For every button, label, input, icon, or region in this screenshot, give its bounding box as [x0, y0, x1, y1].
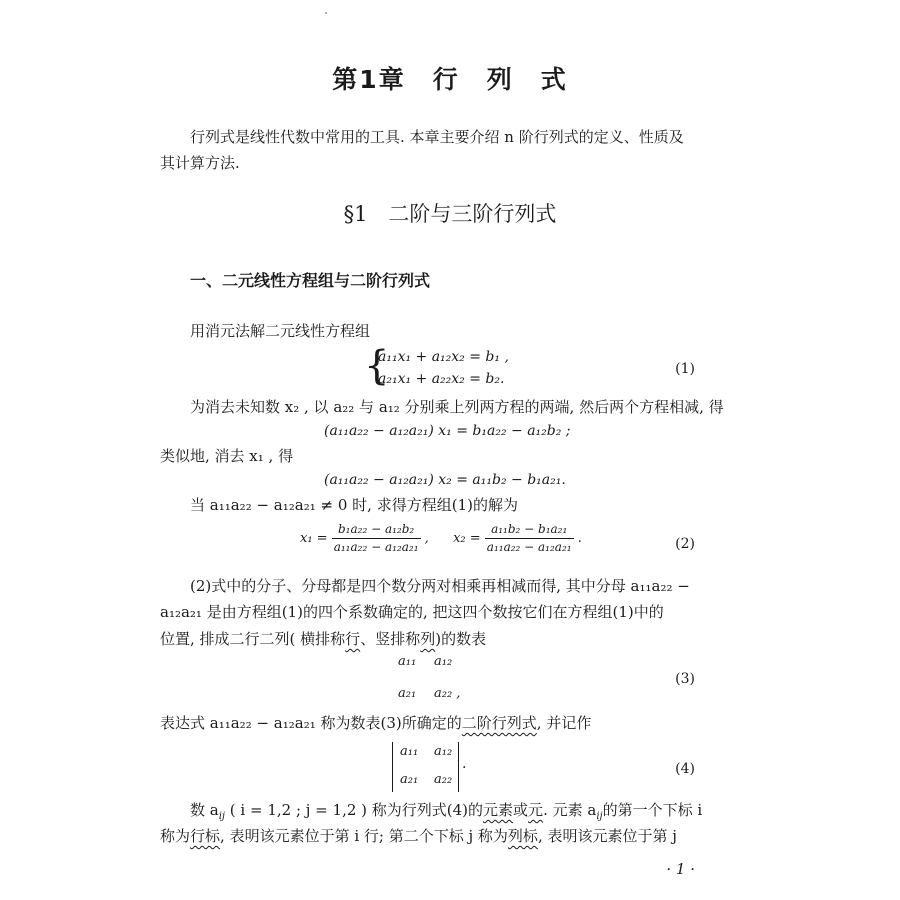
det-a22: a₂₂ [434, 772, 453, 787]
x2-numerator: a₁₁b₂ − b₁a₂₁ [485, 522, 574, 539]
cell-a21: a₂₁ [398, 686, 417, 701]
det-a21: a₂₁ [400, 772, 419, 787]
equation-number-1: (1) [675, 361, 695, 377]
term-row: 行 [345, 630, 361, 648]
term-column-index: 列标 [507, 827, 538, 845]
scan-speck [325, 12, 327, 14]
equation-2 [300, 522, 582, 555]
paragraph-fraction-line-1: (2)式中的分子、分母都是四个数分两对相乘再相减而得, 其中分母 a₁₁a₂₂ − [190, 577, 690, 595]
section-title: §1 二阶与三阶行列式 [343, 202, 557, 226]
paragraph-solution-condition: 当 a₁₁a₂₂ − a₁₂a₂₁ ≠ 0 时, 求得方程组(1)的解为 [190, 496, 518, 514]
paragraph-fraction-line-3 [160, 628, 486, 650]
det-period: . [462, 756, 467, 772]
equation-number-3: (3) [675, 671, 695, 687]
term-entry: 元 [528, 801, 544, 819]
det-a11: a₁₁ [400, 744, 419, 759]
line3-middle: 、竖排称 [360, 630, 421, 648]
line3-prefix: 位置, 排成二行二列( 横排称 [160, 630, 346, 648]
paragraph-eliminate-x1: 类似地, 消去 x₁ , 得 [160, 447, 294, 465]
equation-number-4: (4) [675, 761, 695, 777]
l1-end: 的第一个下标 i [602, 801, 703, 819]
paragraph-determinant-def [160, 712, 591, 734]
cell-a22: a₂₂ , [434, 686, 461, 701]
l2-suffix: , 表明该元素位于第 j [537, 827, 677, 845]
determinant-right-bar [458, 742, 459, 792]
x2-label: x₂ = [453, 531, 481, 546]
l1-subscript-2: ij [596, 811, 603, 822]
paragraph-intro-system: 用消元法解二元线性方程组 [190, 322, 371, 340]
equation-number-2: (2) [675, 536, 695, 552]
page-number: · 1 · [666, 860, 695, 878]
det-a12: a₁₂ [434, 744, 453, 759]
x2-denominator: a₁₁a₂₂ − a₁₂a₂₁ [486, 540, 572, 554]
equation-1-row-1: a₁₁x₁ + a₁₂x₂ = b₁ , [378, 349, 509, 365]
term-second-order-determinant: 二阶行列式 [461, 714, 537, 732]
l2-prefix: 称为 [160, 827, 191, 845]
x1-numerator: b₁a₂₂ − a₁₂b₂ [332, 522, 421, 539]
x1-fraction [332, 522, 421, 555]
cell-a11: a₁₁ [398, 654, 417, 669]
x1-label: x₁ = [300, 531, 328, 546]
x1-denominator: a₁₁a₂₂ − a₁₂a₂₁ [333, 540, 419, 554]
l2-middle: , 表明该元素位于第 i 行; 第二个下标 j 称为 [220, 827, 508, 845]
l1-prefix: 数 a [190, 801, 219, 819]
x2-fraction [485, 522, 574, 555]
paragraph-fraction-line-2: a₁₂a₂₁ 是由方程组(1)的四个系数确定的, 把这四个数按它们在方程组(1)中的 [160, 603, 664, 621]
line3-suffix: )的数表 [435, 630, 487, 648]
paragraph-elements-line-2 [160, 825, 677, 847]
cell-a12: a₁₂ [434, 654, 453, 669]
determinant-4 [392, 742, 472, 794]
equation-x1-result: (a₁₁a₂₂ − a₁₂a₂₁) x₁ = b₁a₂₂ − a₁₂b₂ ; [324, 423, 571, 439]
subsection-title: 一、二元线性方程组与二阶行列式 [190, 271, 431, 290]
paragraph-eliminate-x2: 为消去未知数 x₂ , 以 a₂₂ 与 a₁₂ 分别乘上列两方程的两端, 然后两个方程相减, 得 [190, 398, 724, 416]
equation-1-row-2: a₂₁x₁ + a₂₂x₂ = b₂. [378, 371, 505, 387]
chapter-title: 第1章 行 列 式 [332, 65, 568, 94]
separator-comma: , [424, 531, 429, 546]
intro-line-2: 其计算方法. [160, 154, 240, 172]
intro-line-1: 行列式是线性代数中常用的工具. 本章主要介绍 n 阶行列式的定义、性质及 [190, 128, 684, 146]
determinant-left-bar [392, 742, 393, 792]
def-suffix: , 并记作 [536, 714, 592, 732]
l1-post: . 元素 a [543, 801, 597, 819]
paragraph-elements-line-1 [190, 799, 702, 828]
l1-or: 或 [513, 801, 529, 819]
equation-x2-result: (a₁₁a₂₂ − a₁₂a₂₁) x₂ = a₁₁b₂ − b₁a₂₁. [324, 472, 566, 488]
l1-middle: ( i = 1,2 ; j = 1,2 ) 称为行列式(4)的 [225, 801, 484, 819]
def-prefix: 表达式 a₁₁a₂₂ − a₁₂a₂₁ 称为数表(3)所确定的 [160, 714, 462, 732]
l1-subscript: ij [218, 811, 226, 822]
term-row-index: 行标 [190, 827, 221, 845]
left-brace: { [364, 343, 390, 389]
term-element: 元素 [483, 801, 514, 819]
term-column: 列 [420, 630, 436, 648]
end-period: . [577, 531, 582, 546]
